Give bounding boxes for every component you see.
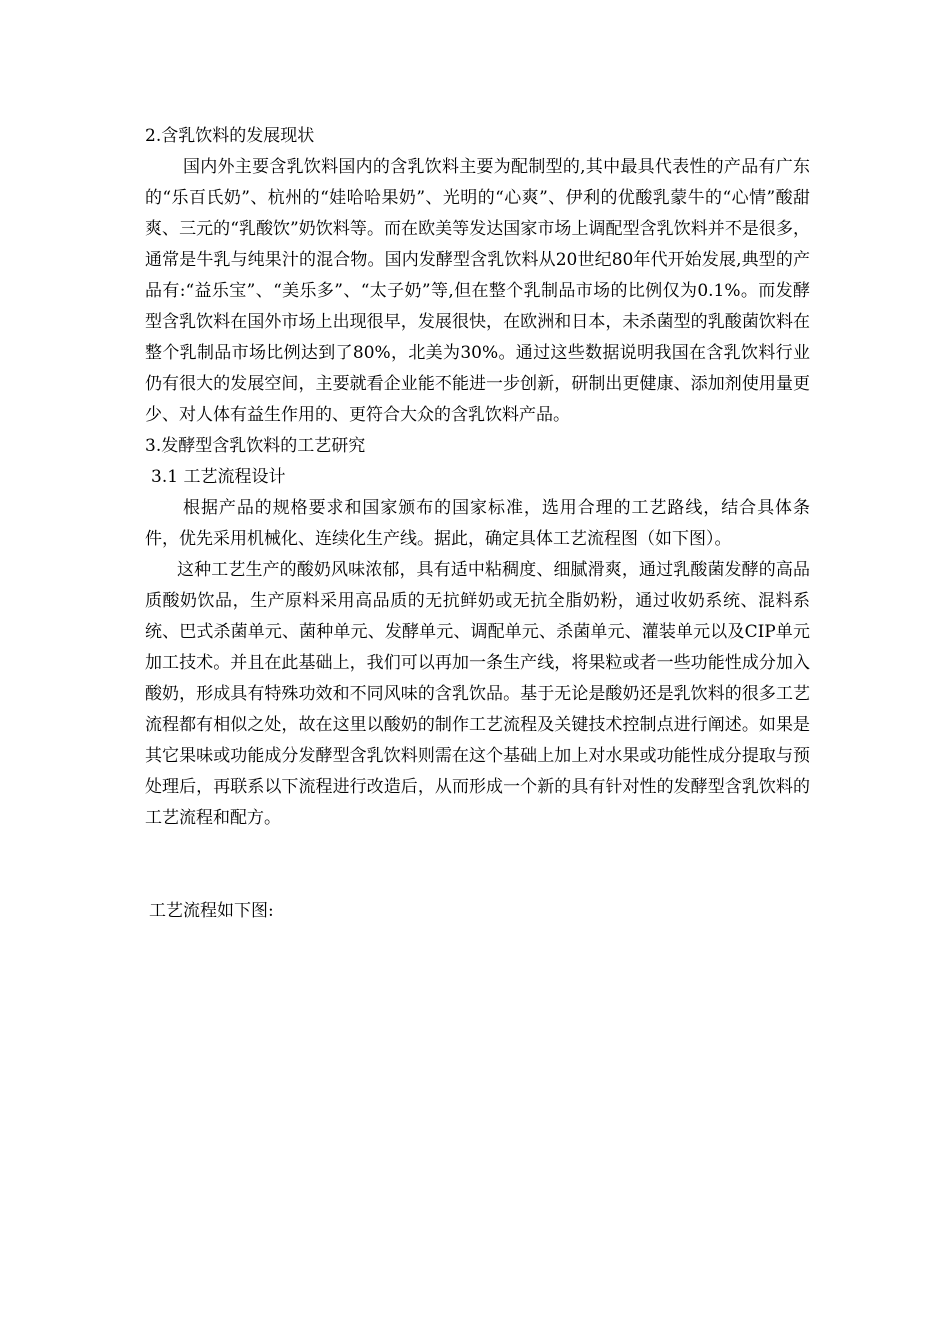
section-2-paragraph: 国内外主要含乳饮料国内的含乳饮料主要为配制型的,其中最具代表性的产品有广东的“乐百氏奶”、杭州的“娃哈哈果奶”、光明的“心爽”、伊利的优酸乳蒙牛的“心情”酸甜爽、三元的“乳酸饮”奶饮料等。而在欧美等发达国家市场上调配型含乳饮料并不是很多，通常是牛乳与纯果汁的混合物。国内发酵型含乳饮料从20世纪80年代开始发展,典型的产品有:“益乐宝”、“美乐多”、“太子奶”等,但在整个乳制品市场的比例仅为0.1%。而发酵型含乳饮料在国外市场上出现很早，发展很快，在欧洲和日本，未杀菌型的乳酸菌饮料在整个乳制品市场比例达到了80%，北美为30%。通过这些数据说明我国在含乳饮料行业仍有很大的发展空间，主要就看企业能不能进一步创新，研制出更健康、添加剂使用量更少、对人体有益生作用的、更符合大众的含乳饮料产品。: [145, 157, 810, 425]
section-3-1-paragraph-2: 这种工艺生产的酸奶风味浓郁，具有适中粘稠度、细腻滑爽，通过乳酸菌发酵的高品质酸奶饮品，生产原料采用高品质的无抗鲜奶或无抗全脂奶粉，通过收奶系统、混料系统、巴式杀菌单元、菌种单元、发酵单元、调配单元、杀菌单元、灌装单元以及CIP单元加工技术。并且在此基础上，我们可以再加一条生产线，将果粒或者一些功能性成分加入酸奶，形成具有特殊功效和不同风味的含乳饮品。基于无论是酸奶还是乳饮料的很多工艺流程都有相似之处，故在这里以酸奶的制作工艺流程及关键技术控制点进行阐述。如果是其它果味或功能成分发酵型含乳饮料则需在这个基础上加上对水果或功能性成分提取与预处理后，再联系以下流程进行改造后，从而形成一个新的具有针对性的发酵型含乳饮料的工艺流程和配方。: [145, 560, 810, 828]
spacer: [145, 834, 810, 896]
section-2-heading: 2.含乳饮料的发展现状: [145, 126, 315, 146]
section-3-1-paragraph-1: 根据产品的规格要求和国家颁布的国家标准，选用合理的工艺路线，结合具体条件，优先采用机械化、连续化生产线。据此，确定具体工艺流程图（如下图）。: [145, 498, 810, 549]
section-3-1-heading: 3.1 工艺流程设计: [151, 467, 286, 487]
flow-caption: 工艺流程如下图:: [149, 901, 274, 921]
document-body: [145, 121, 810, 927]
section-3-heading: 3.发酵型含乳饮料的工艺研究: [145, 436, 366, 456]
